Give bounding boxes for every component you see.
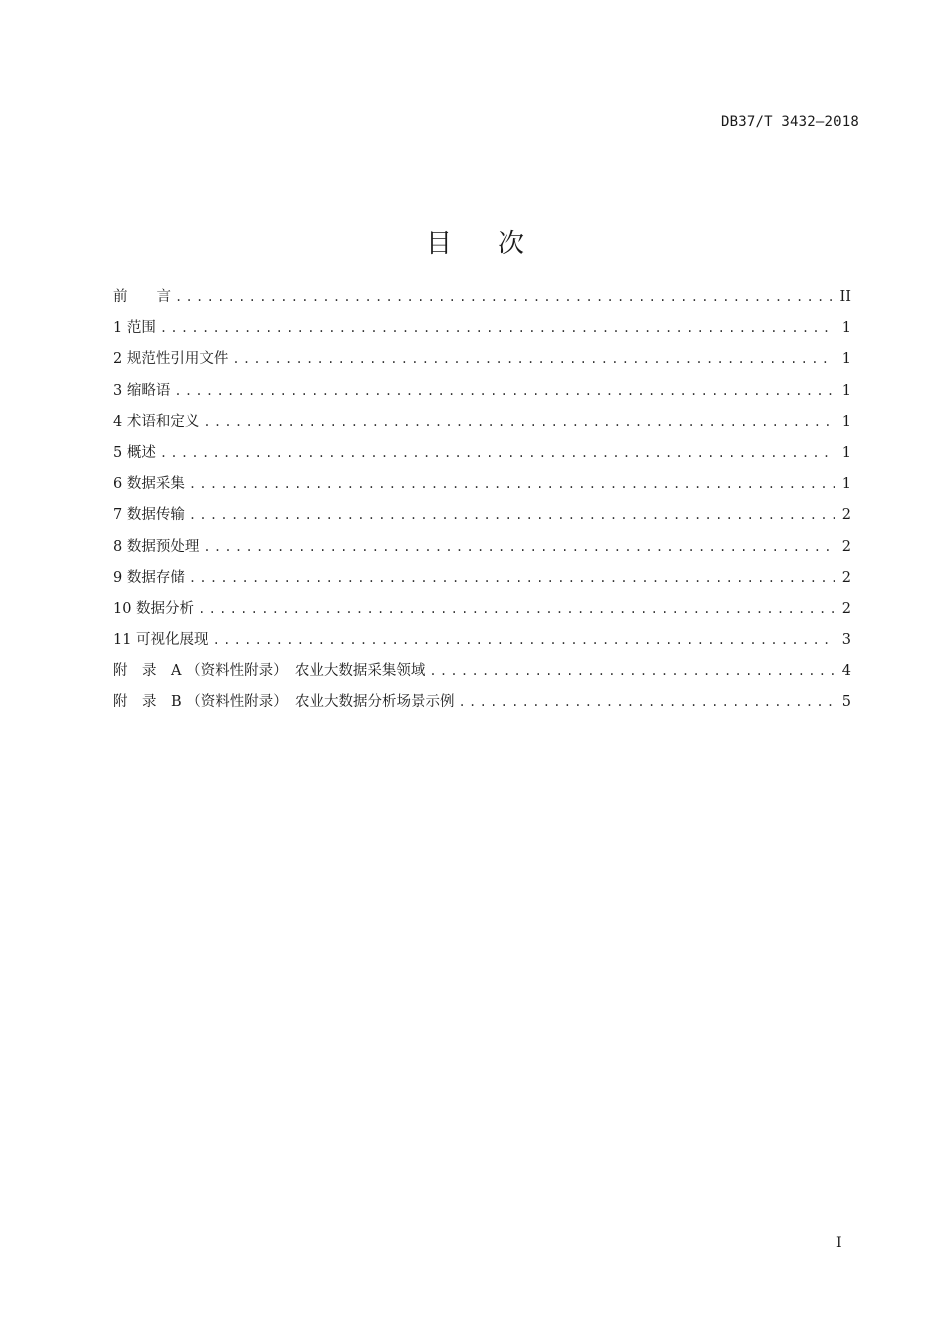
page-title-char-2: 次 — [498, 229, 525, 260]
toc-leader-dots — [175, 282, 834, 313]
toc-leader-dots — [189, 500, 835, 531]
toc-entry-data-transmission[interactable] — [113, 500, 851, 531]
toc-leader-dots — [429, 656, 835, 687]
toc-entry-page: 2 — [841, 569, 851, 586]
toc-leader-dots — [198, 594, 835, 625]
toc-entry-scope[interactable] — [113, 313, 851, 344]
toc-entry-appendix-b[interactable] — [113, 687, 851, 718]
toc-leader-dots — [174, 376, 835, 407]
toc-entry-label: 2 规范性引用文件 — [113, 351, 229, 368]
toc-entry-page: 3 — [841, 632, 851, 649]
toc-entry-label: 前 言 — [113, 289, 171, 305]
toc-entry-label: 4 术语和定义 — [113, 413, 200, 430]
page-title — [0, 223, 950, 260]
toc-leader-dots — [203, 407, 835, 438]
toc-entry-page: 1 — [841, 476, 851, 493]
toc-entry-page: 1 — [841, 351, 851, 368]
toc-entry-label: 5 概述 — [113, 444, 156, 461]
toc-entry-label: 9 数据存储 — [113, 569, 185, 586]
table-of-contents — [113, 282, 851, 719]
toc-entry-abbreviations[interactable] — [113, 376, 851, 407]
toc-entry-page: 1 — [841, 413, 851, 430]
toc-leader-dots — [459, 687, 835, 718]
toc-entry-data-storage[interactable] — [113, 563, 851, 594]
toc-entry-page: II — [839, 289, 851, 305]
toc-entry-label: 8 数据预处理 — [113, 538, 200, 555]
toc-entry-page: 2 — [841, 507, 851, 524]
toc-entry-data-analysis[interactable] — [113, 594, 851, 625]
toc-leader-dots — [232, 344, 835, 375]
toc-entry-label: 附 录 B （资料性附录） 农业大数据分析场景示例 — [113, 694, 455, 711]
page-title-char-1: 目 — [425, 229, 452, 260]
page-number: I — [836, 1235, 842, 1251]
toc-entry-label: 3 缩略语 — [113, 382, 171, 399]
toc-leader-dots — [160, 438, 835, 469]
toc-entry-label: 11 可视化展现 — [113, 632, 209, 649]
toc-entry-page: 1 — [841, 444, 851, 461]
toc-leader-dots — [189, 563, 835, 594]
toc-entry-overview[interactable] — [113, 438, 851, 469]
toc-entry-page: 2 — [841, 600, 851, 617]
toc-entry-preface[interactable] — [113, 282, 851, 313]
toc-entry-normative-references[interactable] — [113, 344, 851, 375]
toc-entry-label: 附 录 A （资料性附录） 农业大数据采集领域 — [113, 663, 426, 680]
toc-leader-dots — [213, 625, 835, 656]
toc-entry-label: 6 数据采集 — [113, 476, 185, 493]
toc-leader-dots — [203, 532, 835, 563]
toc-leader-dots — [189, 469, 835, 500]
toc-leader-dots — [160, 313, 835, 344]
toc-entry-visualization[interactable] — [113, 625, 851, 656]
toc-entry-page: 2 — [841, 538, 851, 555]
toc-entry-page: 4 — [841, 663, 851, 680]
toc-entry-appendix-a[interactable] — [113, 656, 851, 687]
toc-entry-data-collection[interactable] — [113, 469, 851, 500]
toc-entry-page: 1 — [841, 382, 851, 399]
toc-entry-page: 1 — [841, 320, 851, 337]
toc-entry-page: 5 — [841, 694, 851, 711]
toc-entry-data-preprocessing[interactable] — [113, 532, 851, 563]
document-code: DB37/T 3432—2018 — [720, 114, 859, 130]
toc-entry-terms-definitions[interactable] — [113, 407, 851, 438]
toc-entry-label: 1 范围 — [113, 320, 156, 337]
toc-entry-label: 10 数据分析 — [113, 600, 195, 617]
toc-entry-label: 7 数据传输 — [113, 507, 185, 524]
